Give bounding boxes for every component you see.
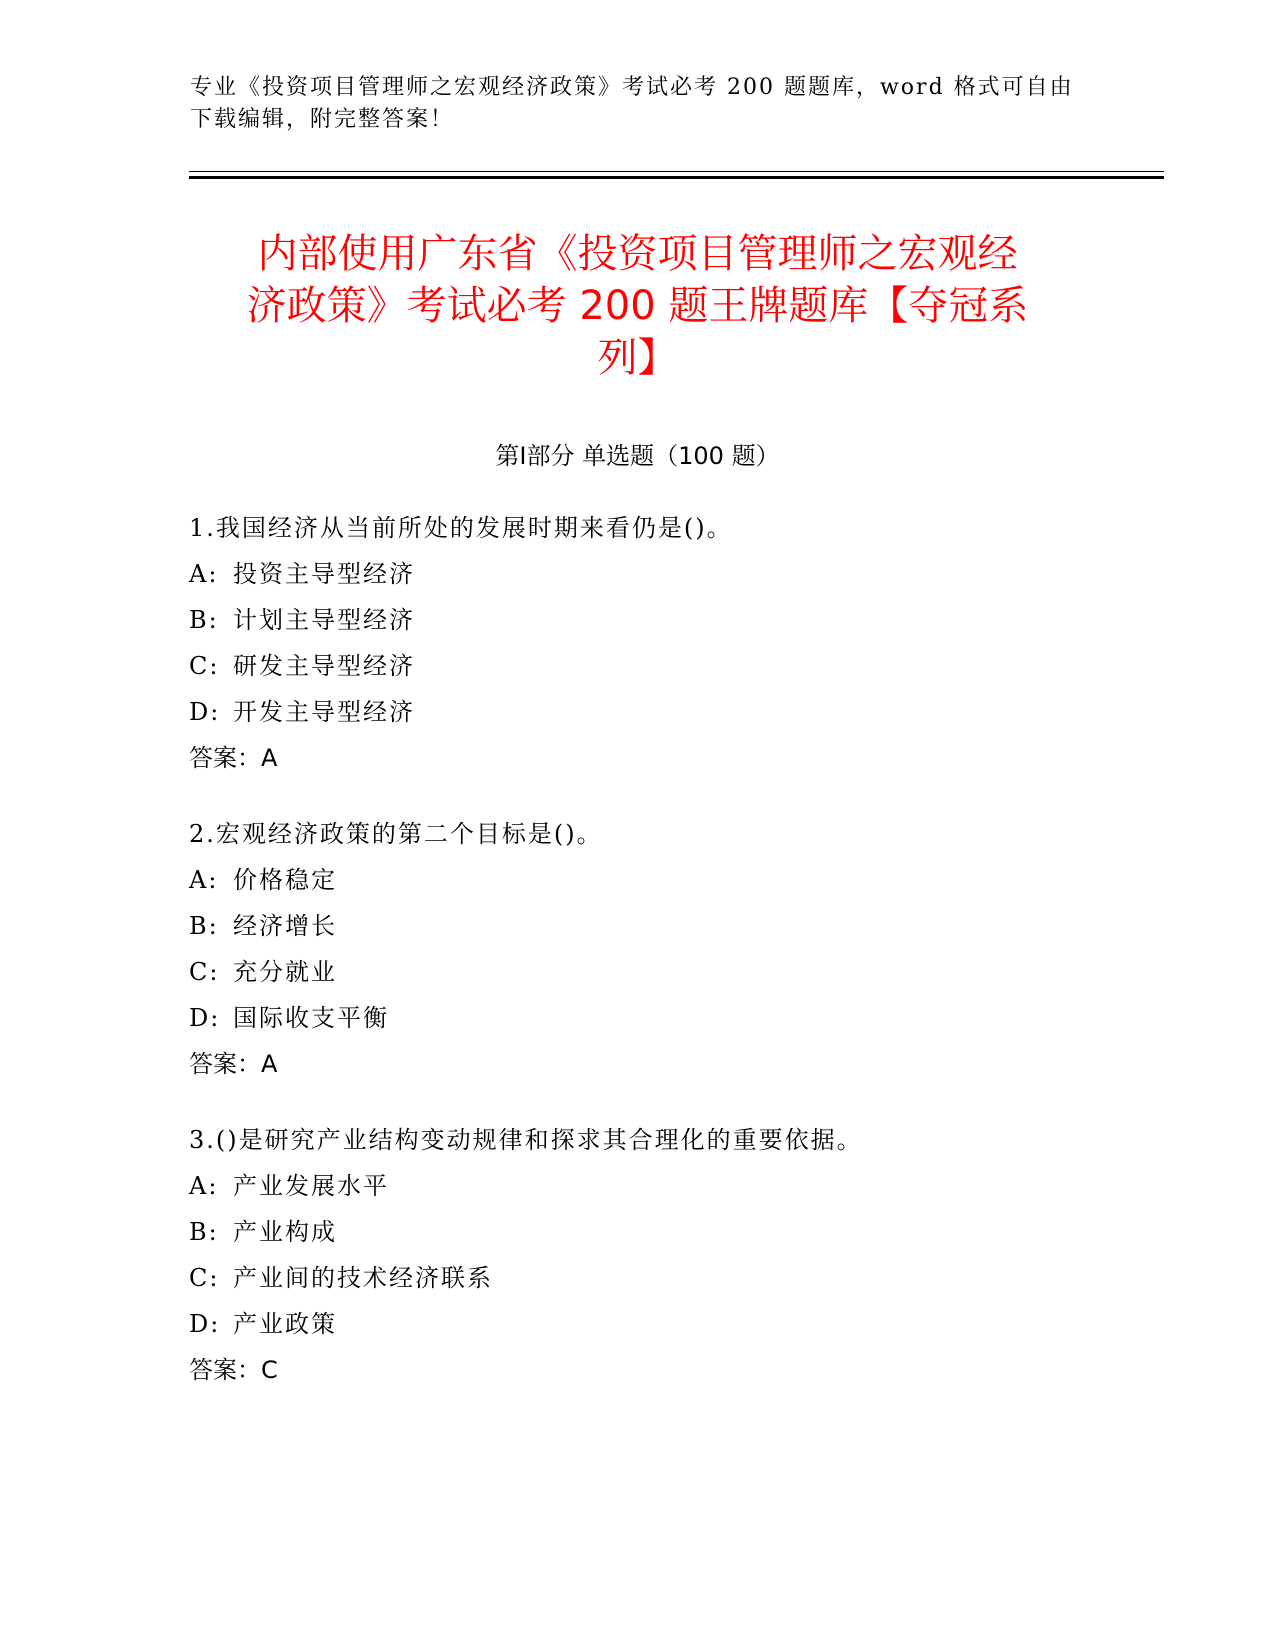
- question-stem: 2.宏观经济政策的第二个目标是()。: [189, 820, 603, 848]
- answer-value: C: [261, 1356, 278, 1384]
- option-a: [189, 857, 1169, 903]
- header-rule-thick: [189, 176, 1164, 179]
- option-letter: C:: [189, 652, 220, 680]
- option-text: 价格稳定: [233, 866, 337, 894]
- option-text: 投资主导型经济: [233, 560, 415, 588]
- option-c: [189, 1255, 1169, 1301]
- answer-label: 答案：: [189, 1356, 261, 1384]
- option-c: [189, 949, 1169, 995]
- answer-label: 答案：: [189, 1050, 261, 1078]
- option-letter: B:: [189, 606, 219, 634]
- option-text: 产业政策: [233, 1310, 337, 1338]
- option-a: [189, 1163, 1169, 1209]
- option-text: 计划主导型经济: [233, 606, 415, 634]
- header-note-line-2: 下载编辑，附完整答案！: [190, 107, 455, 132]
- option-letter: C:: [189, 958, 220, 986]
- question-2: [189, 811, 1169, 1087]
- option-b: [189, 1209, 1169, 1255]
- document-title: [190, 228, 1085, 384]
- option-letter: B:: [189, 1218, 219, 1246]
- option-letter: D:: [189, 1004, 221, 1032]
- question-stem: 3.()是研究产业结构变动规律和探求其合理化的重要依据。: [189, 1126, 863, 1154]
- question-stem: 1.我国经济从当前所处的发展时期来看仍是()。: [189, 514, 733, 542]
- option-text: 产业间的技术经济联系: [233, 1264, 493, 1292]
- answer-value: A: [261, 1050, 278, 1078]
- question-1: [189, 505, 1169, 781]
- option-letter: D:: [189, 698, 221, 726]
- answer-label: 答案：: [189, 744, 261, 772]
- header-note: [190, 72, 1090, 136]
- option-letter: A:: [189, 1172, 219, 1200]
- document-title-line-2: 济政策》考试必考 200 题王牌题库【夺冠系: [246, 283, 1029, 329]
- answer-line: [189, 1041, 1169, 1087]
- option-text: 产业构成: [233, 1218, 337, 1246]
- option-b: [189, 903, 1169, 949]
- option-text: 产业发展水平: [233, 1172, 389, 1200]
- option-d: [189, 995, 1169, 1041]
- option-letter: D:: [189, 1310, 221, 1338]
- option-text: 经济增长: [233, 912, 337, 940]
- document-title-line-3: 列】: [597, 335, 678, 381]
- option-d: [189, 689, 1169, 735]
- option-letter: B:: [189, 912, 219, 940]
- option-text: 开发主导型经济: [233, 698, 415, 726]
- option-c: [189, 643, 1169, 689]
- option-b: [189, 597, 1169, 643]
- answer-line: [189, 1347, 1169, 1393]
- option-letter: A:: [189, 866, 219, 894]
- option-letter: C:: [189, 1264, 220, 1292]
- answer-value: A: [261, 744, 278, 772]
- section-title: 第Ⅰ部分 单选题（100 题）: [495, 442, 780, 470]
- option-text: 国际收支平衡: [233, 1004, 389, 1032]
- answer-line: [189, 735, 1169, 781]
- question-3: [189, 1117, 1169, 1393]
- option-letter: A:: [189, 560, 219, 588]
- header-rule-thin: [189, 171, 1164, 172]
- header-note-line-1: 专业《投资项目管理师之宏观经济政策》考试必考 200 题题库，word 格式可自由: [190, 75, 1074, 100]
- option-d: [189, 1301, 1169, 1347]
- document-title-line-1: 内部使用广东省《投资项目管理师之宏观经: [257, 231, 1018, 277]
- option-text: 研发主导型经济: [233, 652, 415, 680]
- option-text: 充分就业: [233, 958, 337, 986]
- option-a: [189, 551, 1169, 597]
